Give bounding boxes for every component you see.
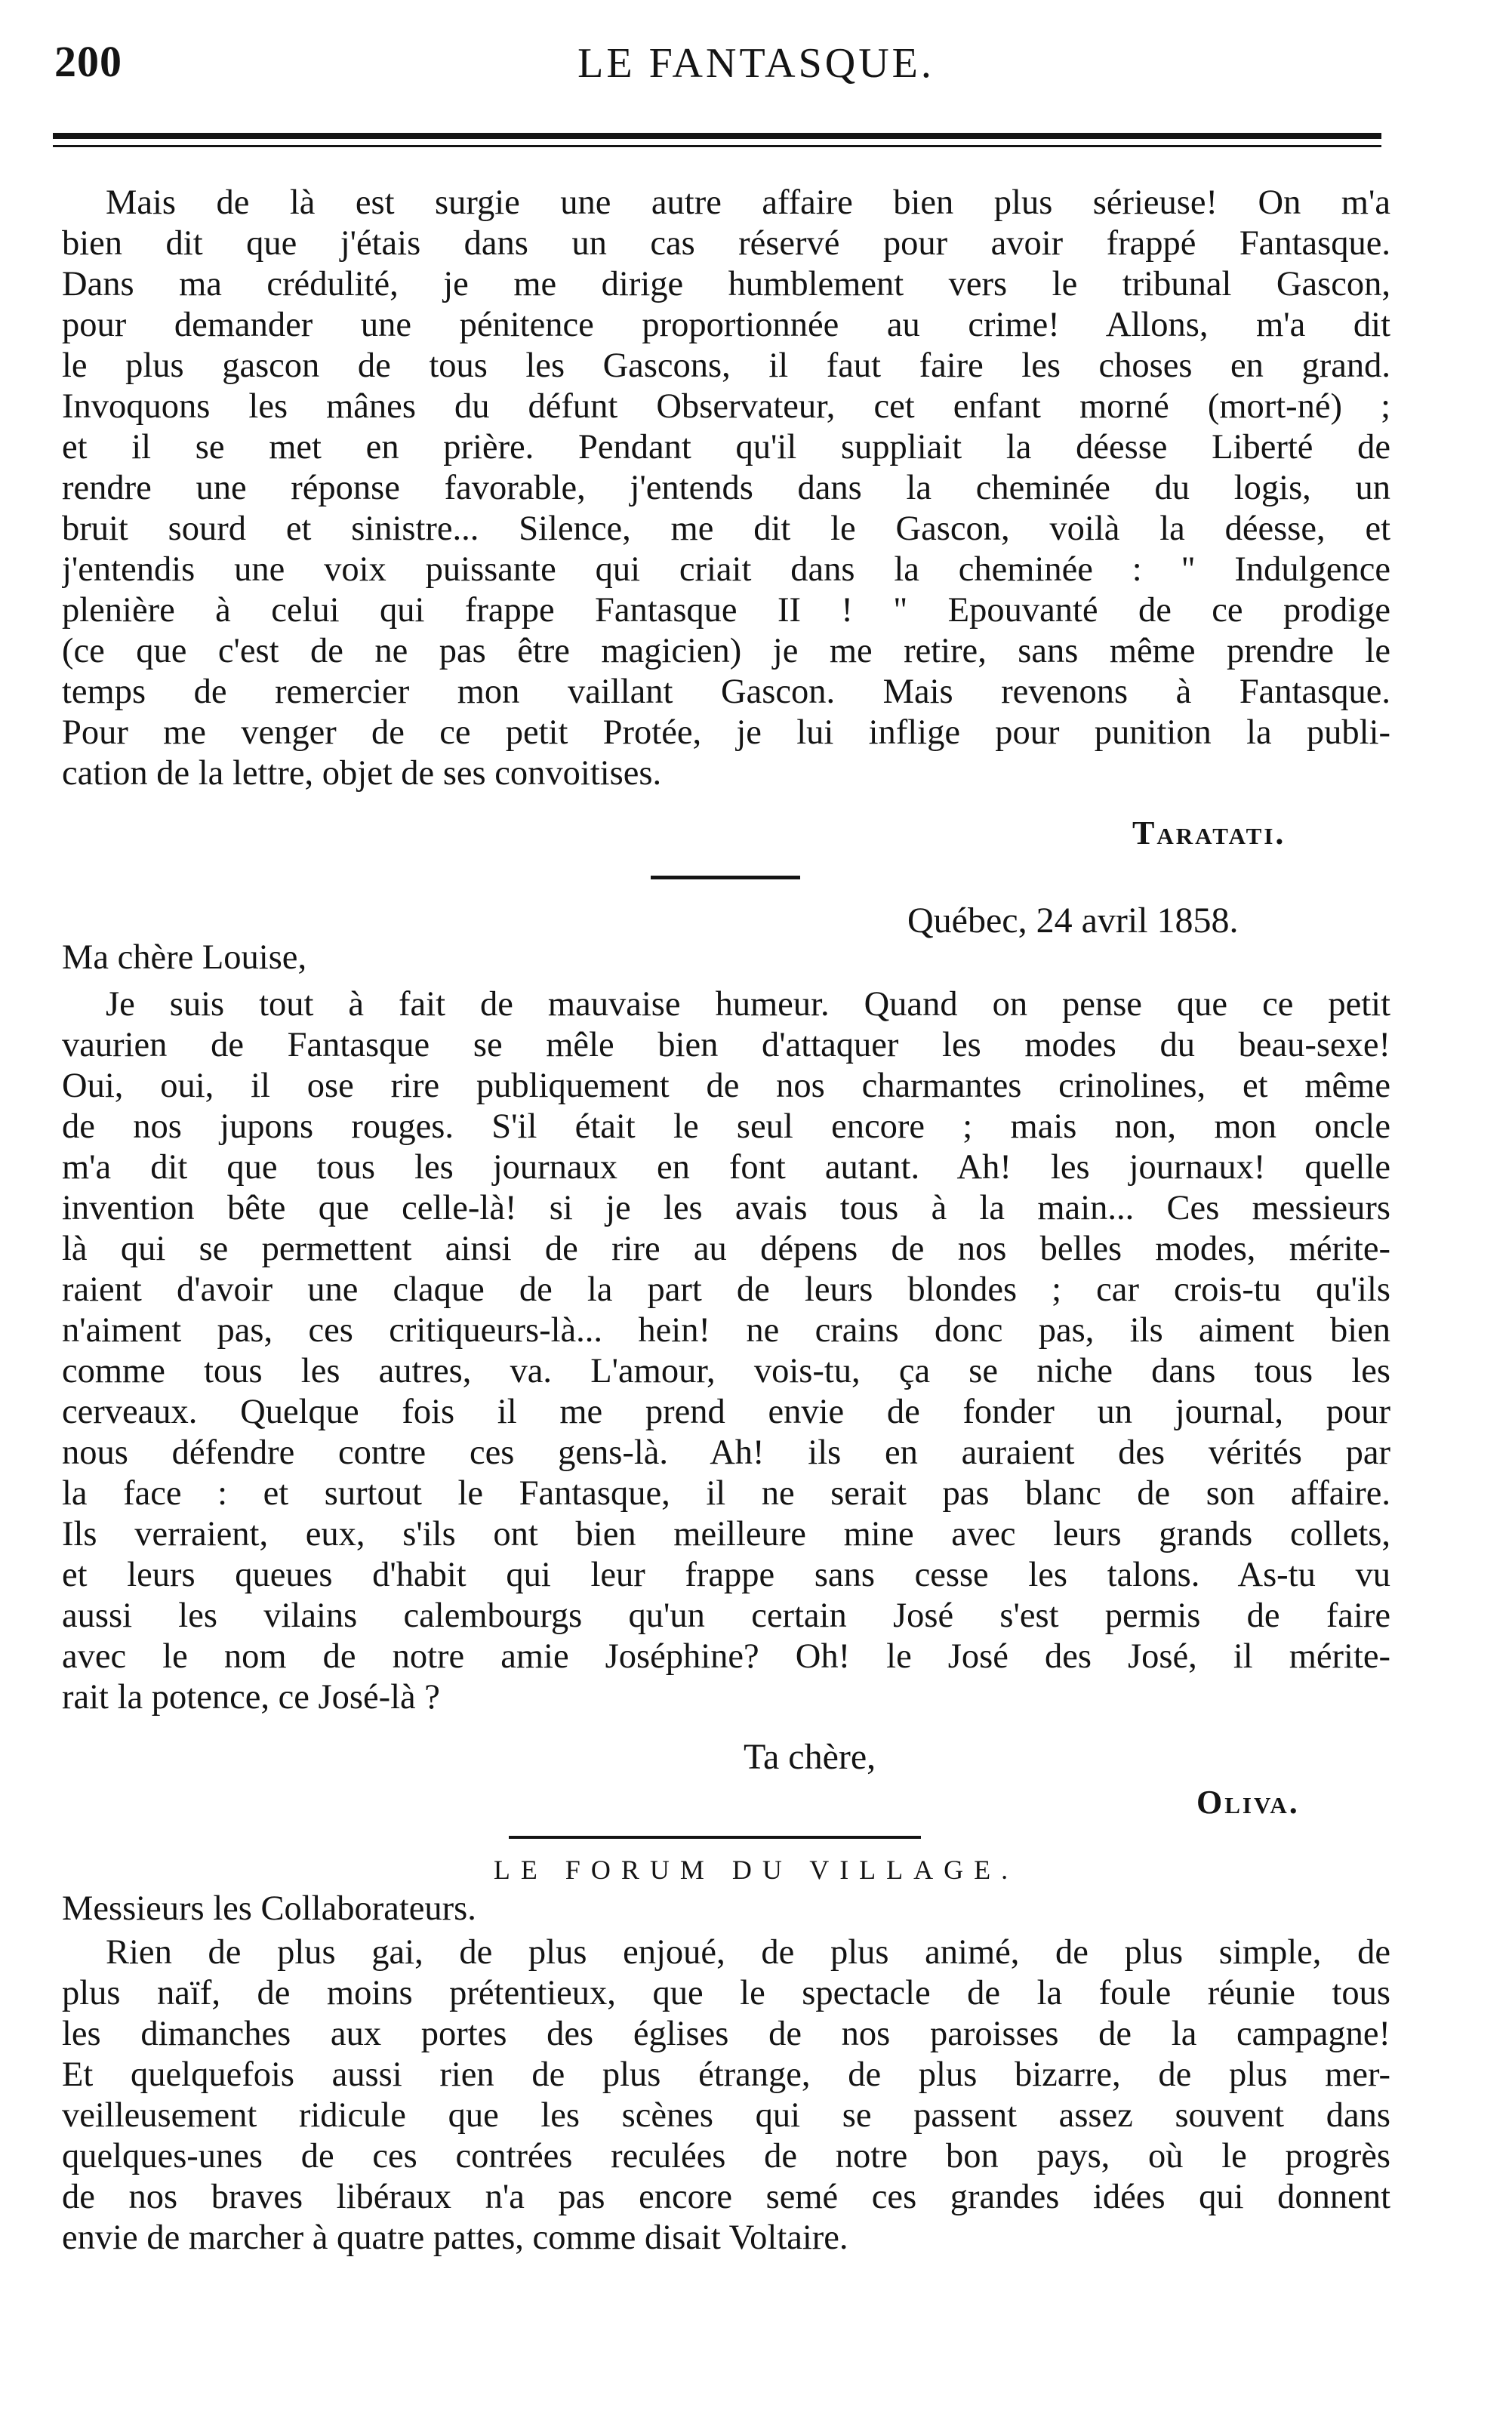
text-line: la face : et surtout le Fantasque, il ne serait pas blanc de son affaire. (62, 1474, 1390, 1513)
text-line: pour demander une pénitence proportionnée au crime! Allons, m'a dit (62, 306, 1390, 344)
letter-dateline: Québec, 24 avril 1858. (907, 901, 1239, 941)
text-line: plenière à celui qui frappe Fantasque II ! " Epouvanté de ce prodige (62, 591, 1390, 630)
text-line: de nos jupons rouges. S'il était le seul encore ; mais non, mon oncle (62, 1107, 1390, 1146)
text-line: rait la potence, ce José-là ? (62, 1678, 440, 1717)
text-line: n'aiment pas, ces critiqueurs-là... hein! ne crains donc pas, ils aiment bien (62, 1311, 1390, 1350)
signature-taratati: Taratati. (1132, 814, 1286, 851)
running-title: LE FANTASQUE. (577, 40, 935, 87)
text-line: Ils verraient, eux, s'ils ont bien meilleure mine avec leurs grands collets, (62, 1515, 1390, 1553)
text-line: (ce que c'est de ne pas être magicien) je me retire, sans même prendre le (62, 632, 1390, 670)
text-line: Oui, oui, il ose rire publiquement de nos charmantes crinolines, et même (62, 1067, 1390, 1105)
text-line: Je suis tout à fait de mauvaise humeur. Quand on pense que ce petit (106, 985, 1390, 1024)
letter-body (62, 984, 1390, 1718)
text-line: cerveaux. Quelque fois il me prend envie de fonder un journal, pour (62, 1393, 1390, 1431)
text-line: là qui se permettent ainsi de rire au dépens de nos belles modes, mérite- (62, 1230, 1390, 1268)
text-line: Et quelquefois aussi rien de plus étrange, de plus bizarre, de plus mer- (62, 2055, 1390, 2094)
text-line: bien dit que j'étais dans un cas réservé pour avoir frappé Fantasque. (62, 224, 1390, 263)
text-line: et il se met en prière. Pendant qu'il suppliait la déesse Liberté de (62, 428, 1390, 466)
text-line: vaurien de Fantasque se mêle bien d'attaquer les modes du beau-sexe! (62, 1026, 1390, 1064)
text-line: Dans ma crédulité, je me dirige humblement vers le tribunal Gascon, (62, 265, 1390, 303)
text-line: raient d'avoir une claque de la part de leurs blondes ; car crois-tu qu'ils (62, 1270, 1390, 1309)
section-salutation: Messieurs les Collaborateurs. (62, 1889, 476, 1928)
text-line: de nos braves libéraux n'a pas encore semé ces grandes idées qui donnent (62, 2178, 1390, 2216)
text-line: plus naïf, de moins prétentieux, que le spectacle de la foule réunie tous (62, 1974, 1390, 2012)
text-line: quelques-unes de ces contrées reculées de notre bon pays, où le progrès (62, 2137, 1390, 2175)
separator-rule (509, 1836, 921, 1839)
text-line: veilleusement ridicule que les scènes qui se passent assez souvent dans (62, 2096, 1390, 2135)
text-line: les dimanches aux portes des églises de nos paroisses de la campagne! (62, 2015, 1390, 2053)
text-line: Pour me venger de ce petit Protée, je lui inflige pour punition la publi- (62, 713, 1390, 752)
text-line: j'entendis une voix puissante qui criait dans la cheminée : " Indulgence (62, 550, 1390, 589)
text-line: comme tous les autres, va. L'amour, vois-tu, ça se niche dans tous les (62, 1352, 1390, 1390)
text-line: bruit sourd et sinistre... Silence, me dit le Gascon, voilà la déesse, et (62, 510, 1390, 548)
text-line: Rien de plus gai, de plus enjoué, de plus animé, de plus simple, de (106, 1933, 1390, 1972)
separator-rule (651, 876, 800, 879)
article-body (62, 183, 1390, 794)
text-line: Mais de là est surgie une autre affaire bien plus sérieuse! On m'a (106, 183, 1390, 222)
text-line: nous défendre contre ces gens-là. Ah! ils en auraient des vérités par (62, 1433, 1390, 1472)
letter-closing: Ta chère, (744, 1737, 876, 1777)
text-line: cation de la lettre, objet de ses convoitises. (62, 754, 662, 793)
header-rule-thick (53, 133, 1381, 139)
text-line: le plus gascon de tous les Gascons, il faut faire les choses en grand. (62, 346, 1390, 385)
text-line: avec le nom de notre amie Joséphine? Oh! le José des José, il mérite- (62, 1637, 1390, 1676)
letter-salutation: Ma chère Louise, (62, 938, 307, 977)
text-line: aussi les vilains calembourgs qu'un certain José s'est permis de faire (62, 1597, 1390, 1635)
text-line: m'a dit que tous les journaux en font autant. Ah! les journaux! quelle (62, 1148, 1390, 1187)
page-number: 200 (54, 37, 122, 86)
section-title: LE FORUM DU VILLAGE. (493, 1855, 1019, 1885)
text-line: rendre une réponse favorable, j'entends dans la cheminée du logis, un (62, 469, 1390, 507)
signature-oliva: Oliva. (1196, 1784, 1300, 1821)
text-line: temps de remercier mon vaillant Gascon. Mais revenons à Fantasque. (62, 673, 1390, 711)
text-line: et leurs queues d'habit qui leur frappe sans cesse les talons. As-tu vu (62, 1556, 1390, 1594)
header-rule-thin (53, 145, 1381, 147)
text-line: Invoquons les mânes du défunt Observateur, cet enfant morné (mort-né) ; (62, 387, 1390, 426)
section-body (62, 1932, 1390, 2259)
text-line: envie de marcher à quatre pattes, comme disait Voltaire. (62, 2219, 848, 2257)
text-line: invention bête que celle-là! si je les avais tous à la main... Ces messieurs (62, 1189, 1390, 1227)
